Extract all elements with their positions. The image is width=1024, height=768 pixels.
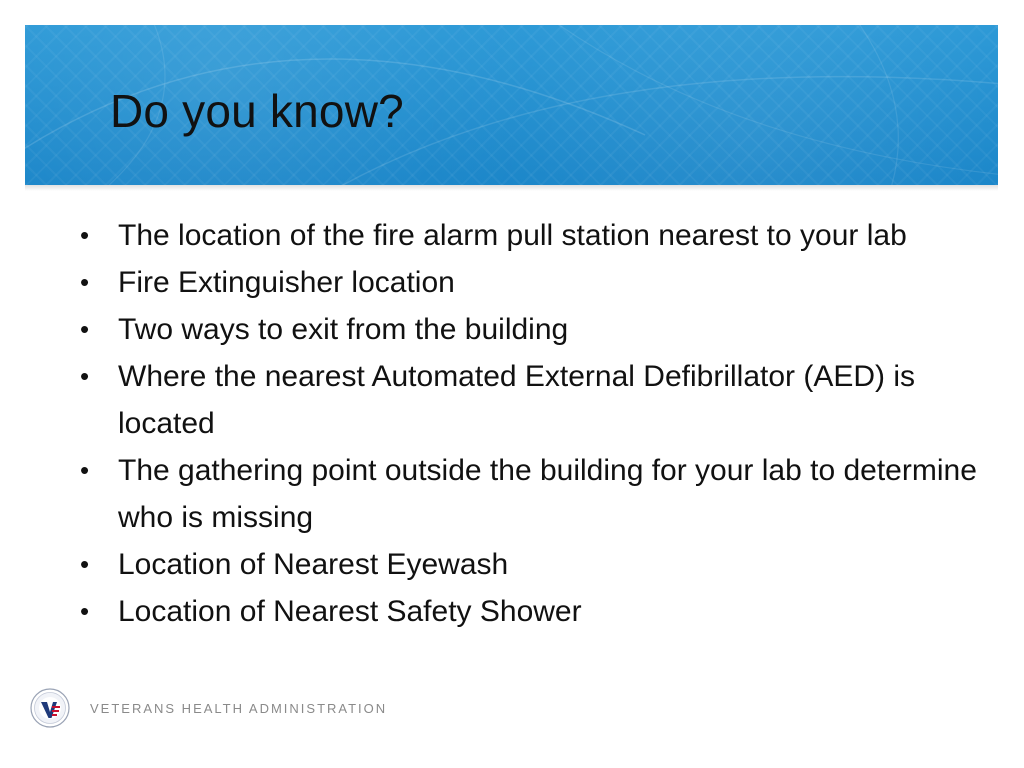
bullet-item [78,306,978,353]
bullet-list [78,212,978,635]
footer-organization: VETERANS HEALTH ADMINISTRATION [90,700,388,716]
bullet-text: Fire Extinguisher location [118,266,455,299]
title-banner-shadow [25,185,998,191]
bullet-item [78,447,978,541]
bullet-icon: • [80,596,90,626]
bullet-icon: • [80,267,90,297]
bullet-text: Location of Nearest Eyewash [118,548,509,581]
bullet-icon: • [80,220,90,250]
bullet-icon: • [80,549,90,579]
slide-title: Do you know? [110,85,404,137]
bullet-icon: • [80,361,90,391]
bullet-item [78,259,978,306]
bullet-item [78,541,978,588]
bullet-item [78,588,978,635]
va-seal-icon [30,688,70,728]
bullet-text: The location of the fire alarm pull station nearest to your lab [118,219,907,252]
bullet-item [78,353,978,447]
bullet-item [78,212,978,259]
bullet-text: Where the nearest Automated External Defibrillator (AED) is located [118,360,916,440]
bullet-text: Two ways to exit from the building [118,313,569,346]
bullet-text: Location of Nearest Safety Shower [118,595,582,628]
bullet-text: The gathering point outside the building for your lab to determine who is missing [118,454,977,534]
bullet-icon: • [80,314,90,344]
footer [30,688,387,728]
bullet-icon: • [80,455,90,485]
